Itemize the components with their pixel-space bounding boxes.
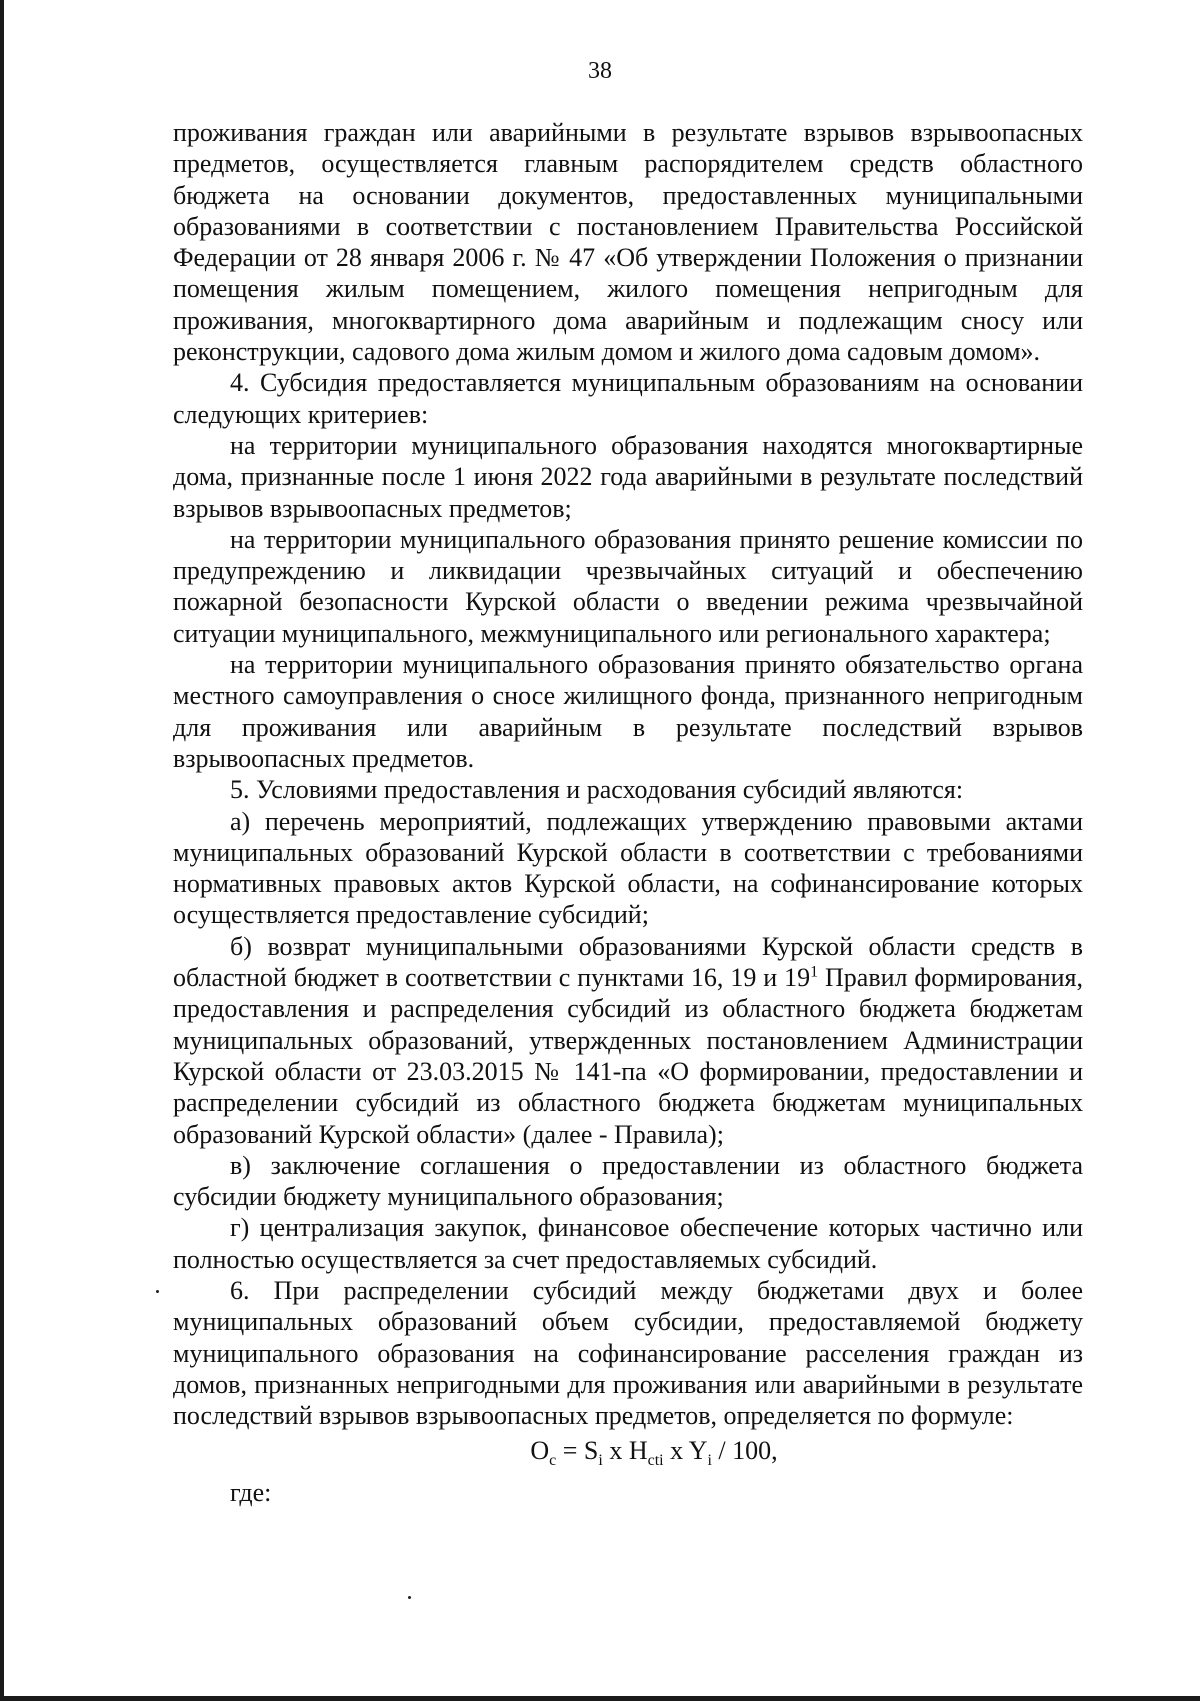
superscript: 1	[810, 963, 819, 981]
document-body	[173, 117, 1083, 1508]
formula-o: O	[530, 1436, 550, 1466]
formula-s: = S	[556, 1436, 599, 1466]
criterion-1: на территории муниципального образования находятся многоквартирные дома, признанные после 1 июня 2022 года аварийными в результате последствий взрывов взрывоопасных предметов;	[173, 430, 1083, 523]
paragraph-4: 4. Субсидия предоставляется муниципальным образованиям на основании следующих критериев:	[173, 368, 1083, 429]
condition-b-text: б) возврат муниципальными образованиями Курской области средств в областной бюджет в соответствии с пунктами 16, 19 и 19	[173, 931, 1083, 993]
formula-y: x Y	[663, 1436, 708, 1466]
condition-a: а) перечень мероприятий, подлежащих утверждению правовыми актами муниципальных образований Курской области в соответствии с требованиями нормативных правовых актов Курской области, на софинансирование которых осуществляется предоставление субсидий;	[173, 806, 1083, 930]
formula-h: x H	[602, 1436, 648, 1466]
formula	[173, 1435, 1083, 1470]
where-label: где:	[230, 1477, 272, 1507]
criterion-3: на территории муниципального образования принято обязательство органа местного самоуправления о сносе жилищного фонда, признанного непригодным для проживания или аварийным в результате последствий взрывов взрывоопасных предметов.	[173, 650, 1083, 773]
formula-tail: / 100,	[711, 1436, 778, 1466]
paragraph-continuation: проживания граждан или аварийными в результате взрывов взрывоопасных предметов, осуществляется главным распорядителем средств областного бюджета на основании документов, предоставленных муниципальными образованиями в соответствии с постановлением Правительства Российской Федерации от 28 января 2006 г. № 47 «Об утверждении Положения о признании помещения жилым помещением, жилого помещения непригодным для проживания, многоквартирного дома аварийным и подлежащим сносу или реконструкции, садового дома жилым домом и жилого дома садовым домом».	[173, 118, 1083, 367]
condition-g: г) централизация закупок, финансовое обеспечение которых частично или полностью осуществляется за счет предоставляемых субсидий.	[173, 1213, 1083, 1274]
formula-o-sub: c	[549, 1452, 557, 1470]
scan-speck	[408, 1596, 411, 1599]
scan-edge-left	[0, 0, 4, 1701]
condition-v: в) заключение соглашения о предоставлении из областного бюджета субсидии бюджету муниципального образования;	[173, 1150, 1083, 1212]
page-number: 38	[588, 58, 612, 84]
formula-y-sub: i	[707, 1452, 712, 1470]
scan-speck	[156, 1290, 159, 1293]
paragraph-5: 5. Условиями предоставления и расходования субсидий являются:	[230, 775, 964, 805]
paragraph-6: 6. При распределении субсидий между бюджетами двух и более муниципальных образований объем субсидии, предоставляемой бюджету муниципального образования на софинансирование расселения граждан из домов, признанных непригодными для проживания или аварийными в результате последствий взрывов взрывоопасных предметов, определяется по формуле:	[173, 1275, 1083, 1431]
formula-s-sub: i	[598, 1452, 603, 1470]
condition-b-text-tail: Правил формирования, предоставления и распределения субсидий из областного бюджета бюджетам муниципальных образований, утвержденных постановлением Администрации Курской области от 23.03.2015 № 141-па «О формировании, предоставлении и распределении субсидий из областного бюджета бюджетам муниципальных образований Курской области» (далее - Правила);	[173, 963, 1083, 1149]
criterion-2: на территории муниципального образования принято решение комиссии по предупреждению и ликвидации чрезвычайных ситуаций и обеспечению пожарной безопасности Курской области о введении режима чрезвычайной ситуации муниципального, межмуниципального или регионального характера;	[173, 524, 1083, 648]
condition-b	[173, 931, 1083, 1150]
scan-edge-bottom	[0, 1696, 1200, 1701]
formula-h-sub: cti	[647, 1452, 664, 1470]
